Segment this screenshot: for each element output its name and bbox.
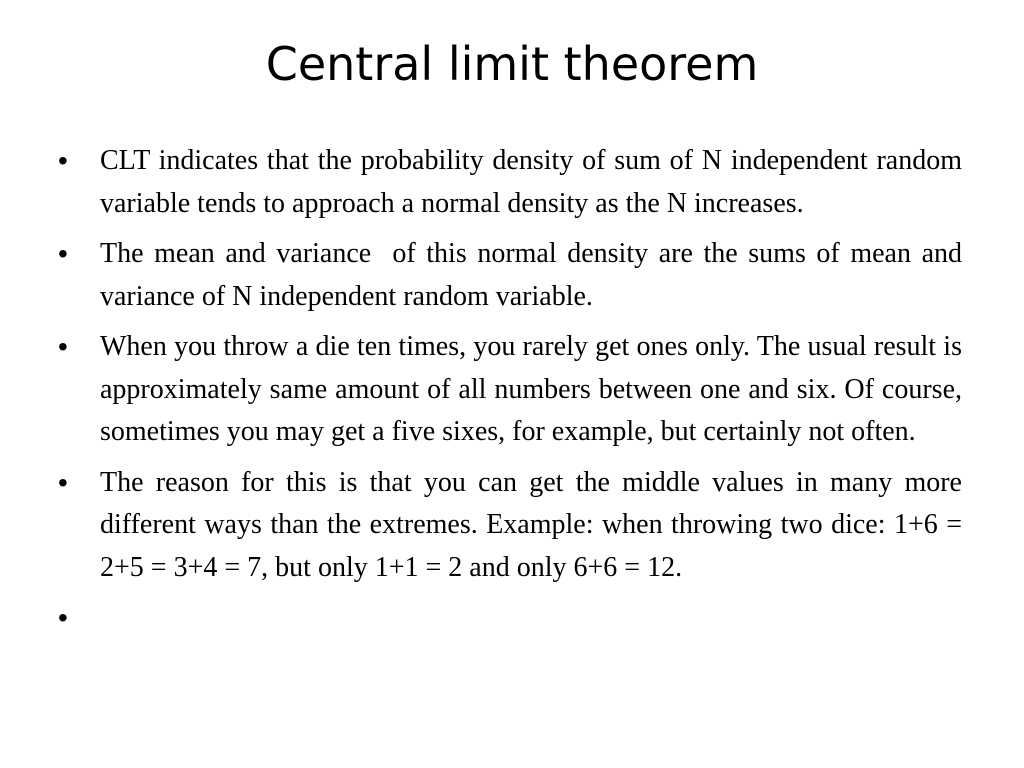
bullet-item [58,140,969,225]
bullet-list [58,140,969,633]
bullet-point-icon: • [58,331,68,362]
bullet-text: The mean and variance of this normal density are the sums of mean and variance of N independent random variable. [100,238,969,312]
bullet-item [58,326,969,454]
bullet-text: When you throw a die ten times, you rarely get ones only. The usual result is approximately same amount of all numbers between one and six. Of course, sometimes you may get a five sixes, for example, but certainly not often. [100,331,969,447]
bullet-point-icon: • [58,145,68,176]
bullet-item [58,233,969,318]
bullet-point-icon: • [58,602,68,633]
bullet-point-icon: • [58,238,68,269]
bullet-text: The reason for this is that you can get the middle values in many more different ways than the extremes. Example: when throwing two dice: 1+6 = 2+5 = 3+4 = 7, but only 1+1 = 2 and only 6+6 = 12. [100,466,969,583]
slide-title: Central limit theorem [265,37,759,91]
bullet-item [58,462,969,590]
bullet-text: CLT indicates that the probability density of sum of N independent random variable tends to approach a normal density as the N increases. [100,145,969,219]
bullet-point-icon: • [58,466,68,498]
